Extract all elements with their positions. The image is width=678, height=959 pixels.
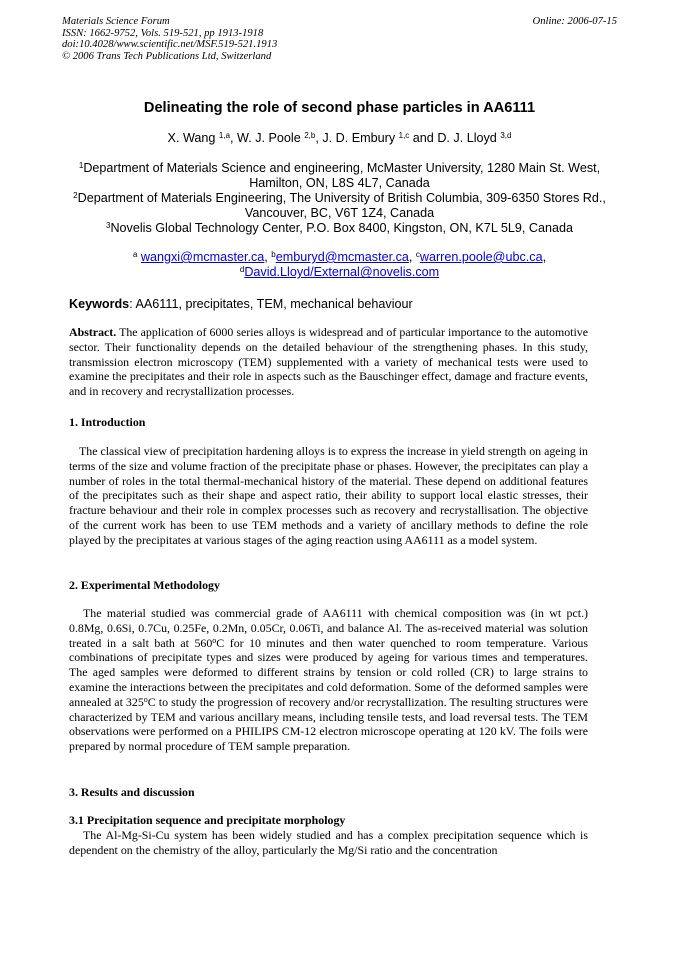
abstract-label: Abstract. xyxy=(69,325,117,339)
section-heading-introduction: 1. Introduction xyxy=(69,415,146,429)
precipitation-text: The Al-Mg-Si-Cu system has been widely studied and has a complex precipitation sequence which is dependent on the chemistry of the alloy, particularly the Mg/Si ratio and the concentration xyxy=(69,828,588,857)
author-sup: 1,a xyxy=(218,131,231,140)
keywords-label: Keywords xyxy=(69,297,130,311)
author-list xyxy=(62,131,617,145)
email-sup: d xyxy=(239,265,245,275)
introduction-text: The classical view of precipitation hardening alloys is to express the increase in yield strength on ageing in terms of the size and volume fraction of the precipitate phase or phases. However, the precipitates can play a number of roles in the total thermal-mechanical history of the material. These depend on additional features of the precipitates such as their shape and aspect ratio, their ability to support local elastic stresses, their fracture behaviour and their role in complex processes such as recovery and recrystallisation. The objective of the current work has been to use TEM methods and a variety of ancillary methods to define the role played by the precipitates at various stages of the aging reaction using AA6111 as a model system. xyxy=(69,444,588,547)
email-sup: c xyxy=(415,250,420,259)
section-heading-results: 3. Results and discussion xyxy=(69,785,195,799)
methodology-text-part: C to study the progression of recovery and/or recrystallization. The resulting structures were characterized by TEM and various ancillary means, including tensile tests, and load reversal tests. The TEM observations were performed on a PHILIPS CM-12 electron microscope operating at 120 kV. The foils were prepared by normal procedure of TEM sample preparation. xyxy=(69,694,588,754)
copyright-line: © 2006 Trans Tech Publications Ltd, Switzerland xyxy=(62,50,272,62)
degree-sup: o xyxy=(212,635,217,645)
affiliation-num: 3 xyxy=(106,221,111,230)
journal-name: Materials Science Forum xyxy=(62,16,170,27)
journal-header xyxy=(62,16,617,62)
affiliation-num: 2 xyxy=(73,191,78,200)
doi-line: doi:10.4028/www.scientific.net/MSF.519-521.1913 xyxy=(62,39,278,51)
author-sup: 2,b xyxy=(304,131,316,140)
methodology-text xyxy=(69,606,588,754)
affiliation-2 xyxy=(62,191,617,222)
degree-sup: o xyxy=(143,694,148,704)
email-link-a[interactable]: wangxi@mcmaster.ca xyxy=(140,250,265,264)
email-sup: a xyxy=(132,250,138,259)
email-sup: b xyxy=(271,250,276,259)
email-link-c[interactable]: warren.poole@ubc.ca xyxy=(419,250,543,264)
email-link-d[interactable]: David.Lloyd/External@novelis.com xyxy=(244,265,440,280)
affiliation-num: 1 xyxy=(78,161,84,170)
section-heading-methodology: 2. Experimental Methodology xyxy=(69,578,220,592)
author-name: D. J. Lloyd xyxy=(437,131,497,145)
affiliation-1 xyxy=(62,161,617,192)
author-sep: , xyxy=(230,131,238,145)
affiliation-3 xyxy=(62,221,617,236)
author-name: W. J. Poole xyxy=(237,131,301,145)
email-link-b[interactable]: emburyd@mcmaster.ca xyxy=(275,250,409,264)
affiliation-text: Department of Materials Science and engineering, McMaster University, 1280 Main St. West, Hamilton, ON, L8S 4L7, Canada xyxy=(83,161,601,191)
methodology-text-part: The material studied was commercial grade of AA6111 with chemical composition was (in wt pct.) 0.8Mg, 0.6Si, 0.7Cu, 0.25Fe, 0.2Mn, 0.05Cr, 0.06Ti, and balance Al. The as-received material was solution treated in a salt bath at 560 xyxy=(69,606,588,650)
author-sup: 3,d xyxy=(500,131,512,140)
keywords-text: : AA6111, precipitates, TEM, mechanical behaviour xyxy=(129,297,413,311)
affiliation-text: Department of Materials Engineering, The University of British Columbia, 309-6350 Stores Rd., Vancouver, BC, V6T 1Z4, Canada xyxy=(77,191,606,221)
author-name: X. Wang xyxy=(167,131,216,145)
author-sep: , xyxy=(315,131,323,145)
issn-line: ISSN: 1662-9752, Vols. 519-521, pp 1913-1918 xyxy=(62,27,264,39)
keywords xyxy=(69,297,617,311)
email-list: $^a$ wangxi@mcmaster.ca, $^b$emburyd@mcmaster.ca, $^c$warren.poole@ubc.ca, $^d$David.Lloyd/External@novelis.com xyxy=(132,250,547,280)
paper-title: Delineating the role of second phase particles in AA6111 xyxy=(143,100,536,116)
author-sep: and xyxy=(409,131,438,145)
author-sup: 1,c xyxy=(398,131,410,140)
author-name: J. D. Embury xyxy=(322,131,396,145)
online-date: Online: 2006-07-15 xyxy=(532,16,617,27)
methodology-text-part: C for 10 minutes and then water quenched to room temperature. Various combinations of precipitate types and sizes were produced by ageing for various times and temperatures. The aged samples were deformed to different strains by tension or cold rolled (CR) to large strains to examine the interactions between the precipitates and cold deformation. Some of the deformed samples were annealed at 325 xyxy=(69,635,588,709)
abstract xyxy=(69,325,588,399)
subsection-heading-precipitation: 3.1 Precipitation sequence and precipitate morphology xyxy=(69,813,346,827)
abstract-text: The application of 6000 series alloys is widespread and of particular importance to the automotive sector. Their functionality depends on the detailed behaviour of the strengthening phases. In this study, transmission electron microscopy (TEM) supplemented with a variety of mechanical tests were used to examine the precipitates and their role in aspects such as the Bauschinger effect, damage and fracture events, and in recovery and recrystallization processes. xyxy=(69,325,588,399)
affiliation-text: Novelis Global Technology Center, P.O. Box 8400, Kingston, ON, K7L 5L9, Canada xyxy=(110,221,573,235)
